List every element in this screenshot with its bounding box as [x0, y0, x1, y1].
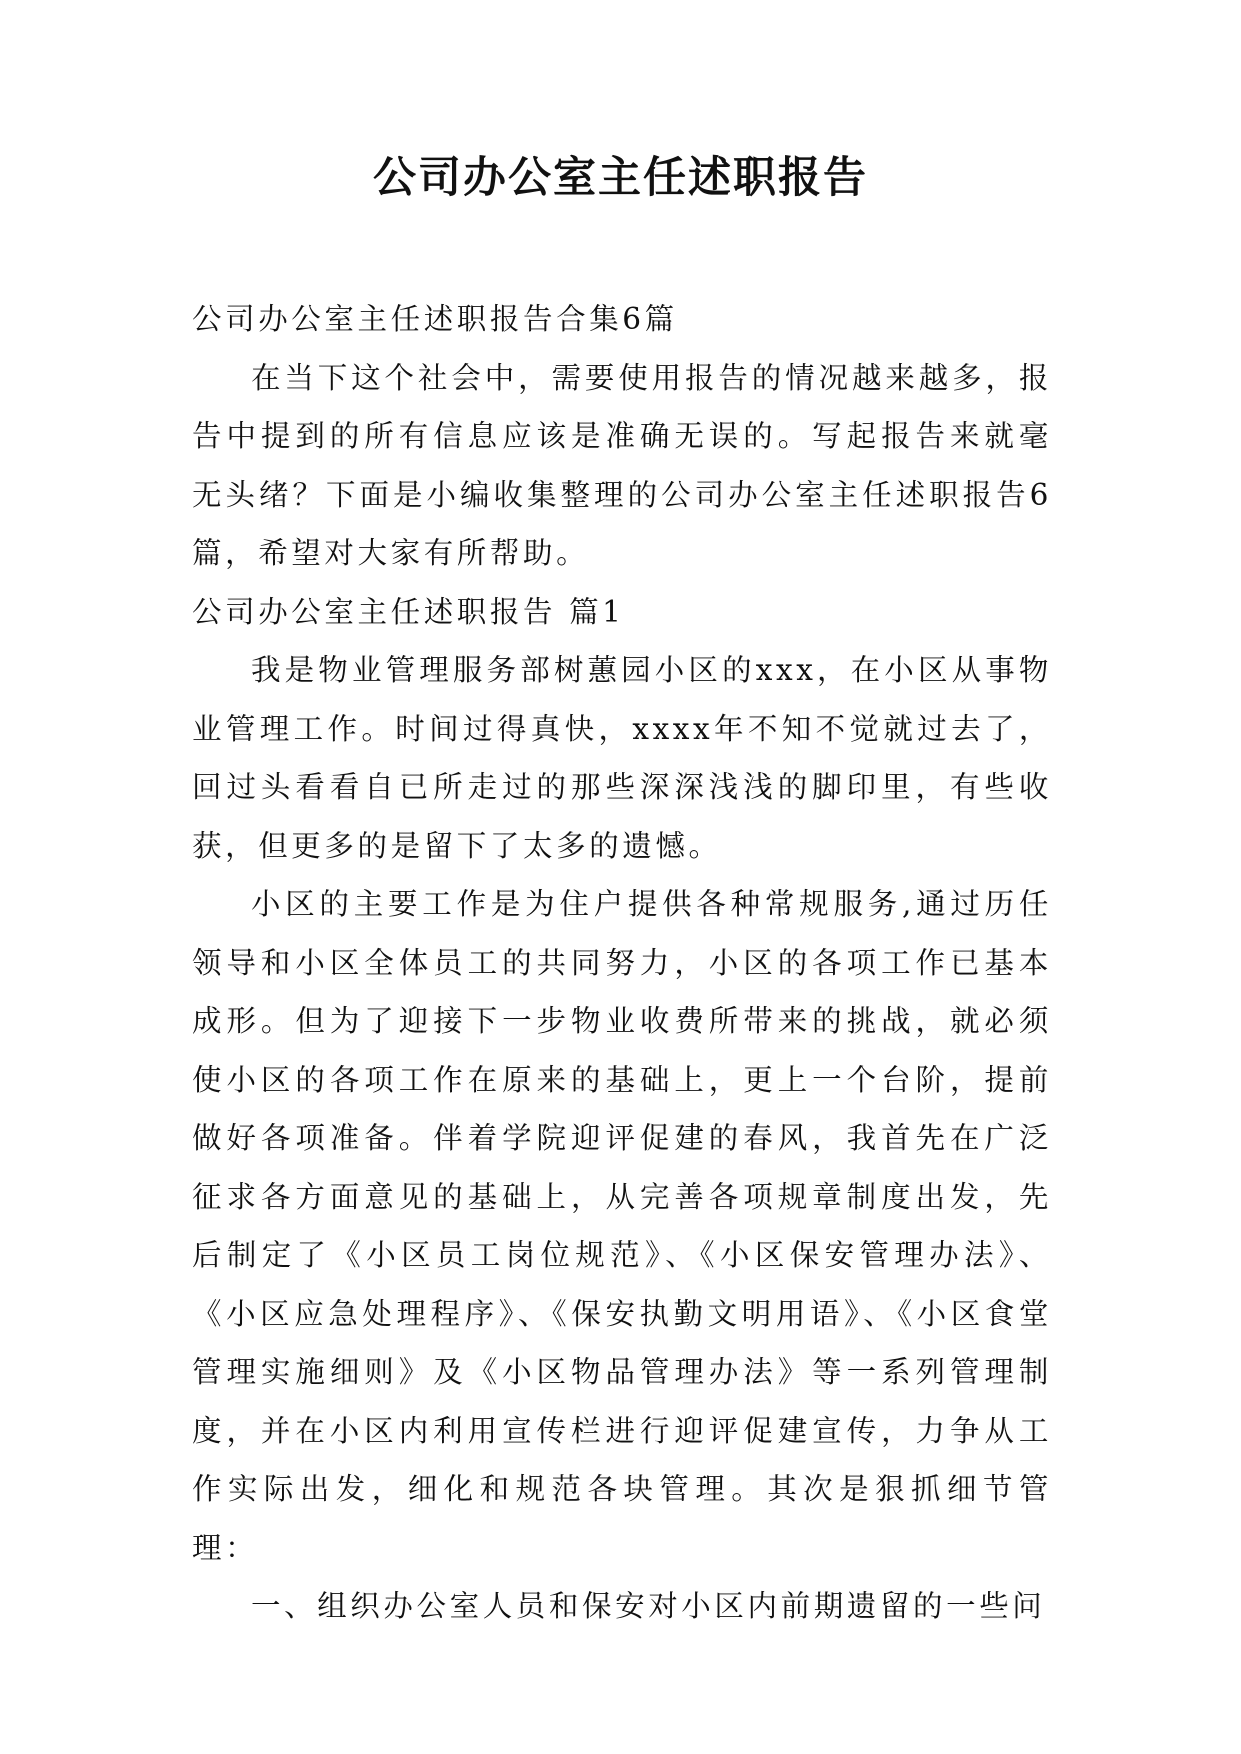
collection-subtitle: 公司办公室主任述职报告合集6篇 [192, 302, 678, 336]
body-paragraph: 小区的主要工作是为住户提供各种常规服务,通过历任领导和小区全体员工的共同努力，小区的各项工作已基本成形。但为了迎接下一步物业收费所带来的挑战，就必须使小区的各项工作在原来的基础上，更上一个台阶，提前做好各项准备。伴着学院迎评促建的春风，我首先在广泛征求各方面意见的基础上，从完善各项规章制度出发，先后制定了《小区员工岗位规范》、《小区保安管理办法》、《小区应急处理程序》、《保安执勤文明用语》、《小区食堂管理实施细则》及《小区物品管理办法》等一系列管理制度，并在小区内利用宣传栏进行迎评促建宣传，力争从工作实际出发，细化和规范各块管理。其次是狠抓细节管理： [192, 887, 1052, 1565]
body-paragraph: 一、组织办公室人员和保安对小区内前期遗留的一些问 [251, 1589, 1046, 1623]
intro-paragraph: 在当下这个社会中，需要使用报告的情况越来越多，报告中提到的所有信息应该是准确无误的。写起报告来就毫无头绪？下面是小编收集整理的公司办公室主任述职报告6篇，希望对大家有所帮助。 [192, 360, 1052, 570]
document-title: 公司办公室主任述职报告 [373, 153, 868, 203]
document-body [192, 290, 1052, 1636]
body-paragraph: 我是物业管理服务部树蕙园小区的xxx，在小区从事物业管理工作。时间过得真快，xxxx年不知不觉就过去了，回过头看看自已所走过的那些深深浅浅的脚印里，有些收获，但更多的是留下了太多的遗憾。 [192, 653, 1052, 863]
section-heading: 公司办公室主任述职报告 篇1 [192, 594, 625, 629]
